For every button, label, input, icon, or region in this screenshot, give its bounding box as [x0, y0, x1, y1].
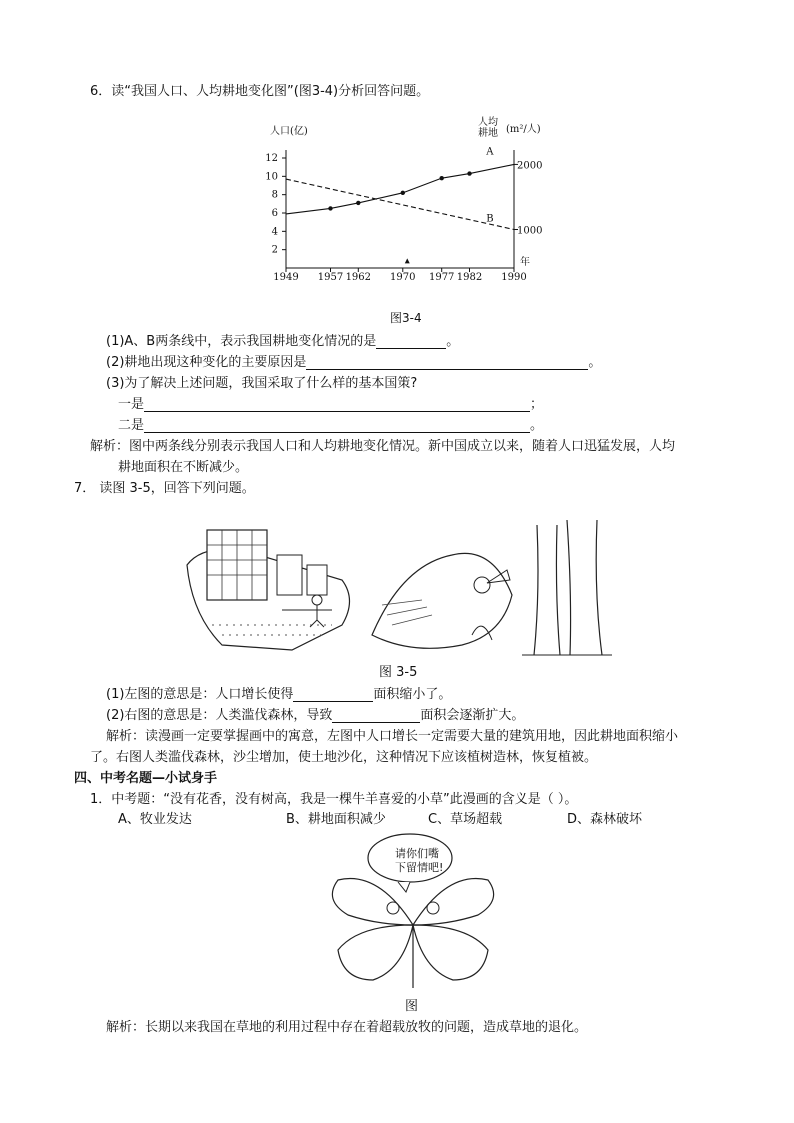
- q7-sub1-end: 面积缩小了。: [373, 687, 452, 702]
- answer-blank[interactable]: [293, 687, 373, 702]
- q7-sub1: [106, 683, 451, 702]
- x-tick-label: 1957: [317, 272, 344, 283]
- series-A-point: [328, 206, 332, 210]
- q6-sub2-text: (2)耕地出现这种变化的主要原因是: [106, 355, 307, 370]
- s4-caption: 图: [405, 999, 419, 1014]
- q6-sub2-end: 。: [588, 355, 602, 370]
- q7-sub1-text: (1)左图的意思是：人口增长使得: [106, 687, 294, 702]
- series-A-point: [440, 176, 444, 180]
- answer-blank[interactable]: [306, 355, 588, 370]
- q6-line1: [118, 393, 543, 412]
- q6-sub1: [106, 330, 459, 349]
- bubble-line-1: 请你们嘴: [395, 847, 439, 860]
- stray-mark: ▴: [404, 255, 410, 267]
- x-tick-label: 1962: [345, 272, 372, 283]
- y-left-tick-label: 10: [265, 171, 278, 183]
- q7-sub2-end: 面积会逐渐扩大。: [420, 708, 525, 723]
- left-axis-label: 人口(亿): [270, 126, 308, 137]
- cartoon-right-deforestation: [362, 515, 612, 665]
- option-d: D、森林破坏: [567, 812, 643, 827]
- q6-sub1-text: (1)A、B两条线中，表示我国耕地变化情况的是: [106, 334, 377, 349]
- section-heading: 四、中考名题—小试身手: [74, 771, 218, 786]
- answer-blank[interactable]: [144, 397, 530, 412]
- option-a: A、牧业发达: [118, 812, 192, 827]
- y-right-tick-label: 1000: [517, 225, 543, 237]
- bubble-line-2: 下留情吧!: [395, 861, 444, 874]
- y-left-tick-label: 2: [271, 244, 278, 256]
- right-axis-unit: (m²/人): [506, 124, 541, 135]
- y-left-tick-label: 4: [271, 226, 278, 238]
- chart-caption: 图3-4: [390, 311, 422, 325]
- option-c: C、草场超载: [428, 812, 503, 827]
- x-tick-label: 1970: [390, 272, 416, 283]
- q7-analysis-2: 了。右图人类滥伐森林，沙尘增加，使土地沙化，这种情况下应该植树造林，恢复植被。: [90, 750, 598, 765]
- x-tick-label: 1990: [501, 272, 527, 283]
- q6-sub3: (3)为了解决上述问题，我国采取了什么样的基本国策?: [106, 376, 418, 391]
- y-left-tick-label: 8: [271, 189, 278, 201]
- y-right-tick-label: 2000: [517, 160, 543, 172]
- q7-analysis-1: 解析：读漫画一定要掌握画中的寓意，左图中人口增长一定需要大量的建筑用地，因此耕地面积缩小: [106, 729, 679, 744]
- answer-blank[interactable]: [144, 418, 530, 433]
- x-tick-label: 1949: [273, 272, 299, 283]
- series-line-A: [286, 164, 514, 214]
- x-unit-label: 年: [520, 257, 530, 268]
- cartoon-left-city-expansion: [182, 505, 372, 655]
- q6-analysis-2: 耕地面积在不断减少。: [118, 460, 249, 475]
- q7-sub2: [106, 704, 524, 723]
- answer-blank[interactable]: [332, 708, 420, 723]
- series-A-point: [401, 191, 405, 195]
- x-tick-label: 1982: [456, 272, 483, 283]
- series-label-B: B: [486, 213, 494, 225]
- speech-bubble-text: [395, 847, 443, 875]
- q6-sub1-end: 。: [446, 334, 460, 349]
- series-A-point: [356, 201, 360, 205]
- x-tick-label: 1977: [428, 272, 455, 283]
- q7-sub2-text: (2)右图的意思是：人类滥伐森林，导致: [106, 708, 333, 723]
- q6-line2: [118, 414, 543, 433]
- line2-end: 。: [530, 418, 544, 433]
- option-b: B、耕地面积减少: [286, 812, 386, 827]
- q6-stem: 6．读“我国人口、人均耕地变化图”(图3-4)分析回答问题。: [90, 84, 430, 99]
- q7-stem: 7． 读图 3-5，回答下列问题。: [74, 481, 255, 496]
- series-A-point: [467, 171, 471, 175]
- line1-end: ；: [530, 397, 544, 412]
- right-axis-label-1: 人均: [478, 117, 498, 128]
- q6-analysis-1: 解析：图中两条线分别表示我国人口和人均耕地变化情况。新中国成立以来，随着人口迅猛发展，人均: [90, 439, 676, 454]
- line1-label: 一是: [118, 397, 145, 412]
- y-left-tick-label: 6: [271, 208, 278, 219]
- s4-q1-stem: 1．中考题：“没有花香，没有树高，我是一棵牛羊喜爱的小草”此漫画的含义是（ ）。: [90, 792, 578, 807]
- right-axis-label-2: 耕地: [478, 128, 498, 139]
- q7-caption: 图 3-5: [379, 665, 418, 680]
- y-left-tick-label: 12: [265, 153, 278, 164]
- q6-sub2: [106, 351, 601, 370]
- s4-analysis: 解析：长期以来我国在草地的利用过程中存在着超载放牧的问题，造成草地的退化。: [106, 1020, 588, 1035]
- line2-label: 二是: [118, 418, 145, 433]
- series-line-B: [286, 179, 514, 229]
- answer-blank[interactable]: [376, 334, 446, 349]
- series-label-A: A: [486, 146, 494, 158]
